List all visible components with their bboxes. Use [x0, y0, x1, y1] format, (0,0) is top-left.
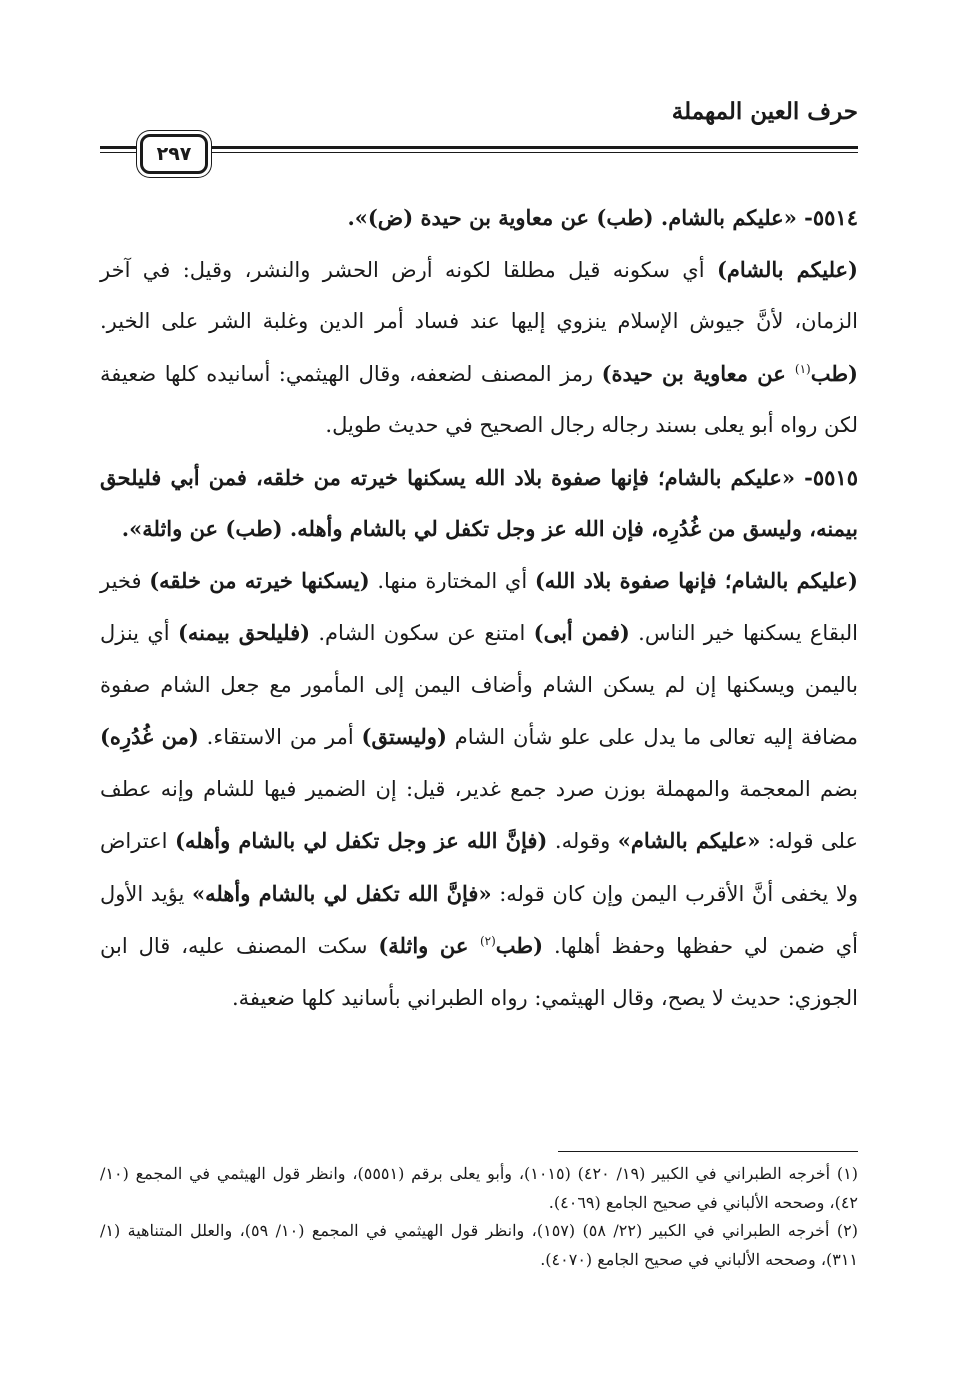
commentary-bold-phrase: (من غُدُرِه) [100, 724, 199, 749]
commentary-bold-phrase: (فليلحق بيمنه) [177, 620, 311, 645]
page-number: ٢٩٧ [156, 143, 192, 165]
commentary-bold-phrase: «فإنَّ الله تكفل لي بالشام وأهله» [191, 880, 492, 906]
commentary-bold-phrase: «عليكم بالشام» [617, 828, 761, 853]
commentary-text: أي سكونه قيل مطلقا لكونه أرض الحشر والنشر، وقيل: في آخر الزمان، لأنَّ جيوش الإسلام ينزوي إليها عند فساد أمر الدين وغلبة الشر على الخير. [100, 257, 858, 333]
commentary-text: رمز المصنف لضعفه، وقال الهيثمي: أسانيده كلها ضعيفة لكن رواه أبو يعلى بسند رجاله رجال الصحيح في حديث طويل. [100, 361, 858, 437]
book-page [100, 0, 858, 1377]
commentary-bold-phrase: (عليكم بالشام) [716, 256, 858, 282]
footnote-marker-2[interactable]: (٢) [479, 934, 496, 948]
header-rule-thick-line [100, 146, 858, 149]
commentary-5515 [100, 555, 858, 1025]
source-reference: (طب [495, 933, 544, 958]
footnote-1: (١) أخرجه الطبراني في الكبير (١٩/ ٤٢٠) (١٠١٥)، وأبو يعلى برقم (٥٥٥١)، وانظر قول الهيثمي في المجمع (١٠/ ٤٢)، وصححه الألباني في صحيح الجامع (٤٠٦٩). [100, 1164, 859, 1212]
commentary-text: أي ينزل باليمن ويسكنها إن لم يسكن الشام وأضاف اليمن إلى المأمور مع جعل الشام صفوة مضافة إليه تعالى ما يدل على علو شأن الشام [100, 621, 858, 749]
page-number-box [140, 134, 208, 174]
commentary-text: فخير البقاع يسكنها خير الناس. [100, 568, 859, 645]
narrator-reference: عن واثلة) [378, 933, 480, 958]
commentary-text: اعتراض ولا يخفى أنَّ الأقرب اليمن وإن كان قوله: [100, 829, 859, 906]
footnote-separator [558, 1151, 858, 1152]
running-head: حرف العين المهملة [671, 98, 858, 125]
narrator-reference: عن معاوية بن حيدة) [601, 360, 795, 386]
commentary-text: بضم المعجمة والمهملة بوزن صرد جمع غدير، قيل: إن الضمير فيها للشام وإنه عطف على قوله: [100, 776, 859, 853]
commentary-text: وقوله. [547, 829, 618, 853]
commentary-bold-phrase: (فإنَّ الله عز وجل تكفل لي بالشام وأهله) [175, 828, 548, 853]
commentary-text: سكت المصنف عليه، قال ابن الجوزي: حديث لا يصح، وقال الهيثمي: رواه الطبراني بأسانيد كلها ضعيفة. [100, 934, 858, 1010]
footnote-2: (٢) أخرجه الطبراني في الكبير (٢٢/ ٥٨) (١٥٧)، وانظر قول الهيثمي في المجمع (١٠/ ٥٩)، والعلل المتناهية (١/ ٣١١)، وصححه الألباني في صحيح الجامع (٤٠٧٠). [100, 1221, 858, 1269]
commentary-bold-phrase: (عليكم بالشام؛ فإنها صفوة بلاد الله) [534, 567, 858, 593]
header-rule-thin-line [100, 152, 858, 153]
commentary-bold-phrase: (فمن أبى) [533, 620, 630, 645]
commentary-text: يؤيد الأول أي ضمن لي حفظها وحفظ أهلها. [100, 881, 858, 958]
commentary-bold-phrase: (يسكنها خيرته من خلقه) [149, 567, 370, 593]
body-text [100, 192, 858, 1024]
header-rule [100, 146, 858, 156]
hadith-entry-5514: ٥٥١٤- «عليكم بالشام. (طب) عن معاوية بن حيدة (ض)». [347, 205, 858, 230]
header-rule-end-tick [110, 146, 128, 156]
footnote-marker-1[interactable]: (١) [794, 361, 811, 376]
commentary-text: أي المختارة منها. [369, 568, 535, 593]
source-reference: (طب [810, 360, 858, 386]
footnotes [100, 1160, 858, 1274]
hadith-entry-5515: ٥٥١٥- «عليكم بالشام؛ فإنها صفوة بلاد الله يسكنها خيرته من خلقه، فمن أبي فليلحق بيمنه، وليسق من غُدُرِه، فإن الله عز وجل تكفل لي بالشام وأهله. (طب) عن واثلة». [100, 464, 858, 541]
commentary-5514 [100, 244, 858, 452]
commentary-bold-phrase: (وليستق) [361, 724, 447, 749]
commentary-text: أمر من الاستقاء. [198, 725, 362, 749]
commentary-text: امتنع عن سكون الشام. [310, 621, 534, 645]
